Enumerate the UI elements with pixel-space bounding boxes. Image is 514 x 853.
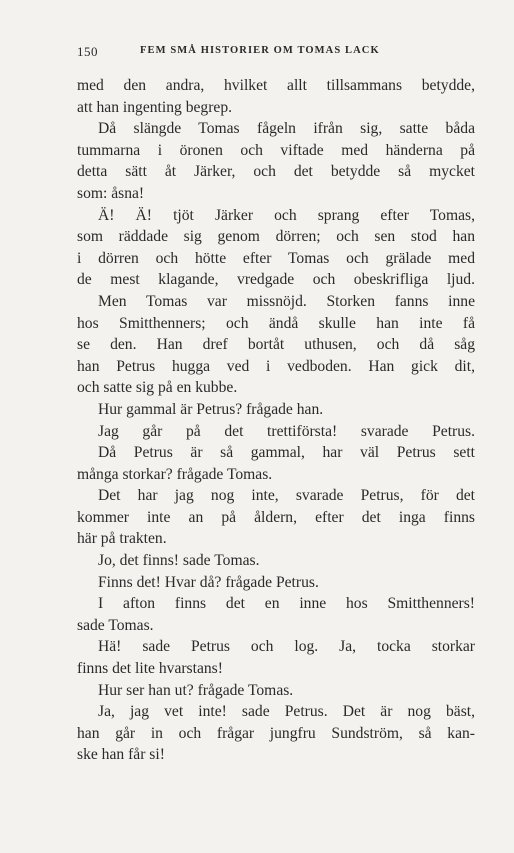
text-line: tummarna i öronen och viftade med händerna på [77, 141, 475, 159]
body-text [77, 75, 475, 766]
text-line: se den. Han dref bortåt uthusen, och då såg [77, 336, 475, 354]
running-title: FEM SMÅ HISTORIER OM TOMAS LACK [140, 45, 380, 56]
text-line: Finns det! Hvar då? frågade Petrus. [98, 573, 319, 591]
text-line: Jo, det finns! sade Tomas. [98, 552, 260, 570]
text-line: han går in och frågar jungfru Sundström, så kan- [77, 724, 475, 742]
text-line: Då Petrus är så gammal, har väl Petrus sett [98, 444, 475, 462]
text-line: Hä! sade Petrus och log. Ja, tocka storkar [98, 638, 475, 656]
page-header [77, 44, 477, 62]
text-line: Hur ser han ut? frågade Tomas. [98, 681, 294, 699]
text-line: kommer inte an på åldern, efter det inga finns [77, 508, 475, 526]
text-line: Men Tomas var missnöjd. Storken fanns inne [98, 292, 475, 310]
text-line: i dörren och hötte efter Tomas och grälade med [77, 249, 475, 267]
text-line: Ä! Ä! tjöt Järker och sprang efter Tomas, [98, 206, 475, 224]
text-line: som räddade sig genom dörren; och sen stod han [77, 228, 475, 246]
text-line: hos Smitthenners; och ändå skulle han inte få [77, 314, 475, 332]
text-line: med den andra, hvilket allt tillsammans betydde, [77, 77, 475, 94]
text-line: Det har jag nog inte, svarade Petrus, för det [98, 487, 475, 505]
text-line: han Petrus hugga ved i vedboden. Han gick dit, [77, 357, 475, 375]
text-line: ske han får si! [77, 746, 165, 764]
text-line: I afton finns det en inne hos Smitthenners! [98, 595, 475, 613]
text-line: att han ingenting begrep. [77, 98, 233, 116]
text-line: Då slängde Tomas fågeln ifrån sig, satte båda [98, 120, 475, 138]
text-line: sade Tomas. [77, 616, 154, 634]
text-line: många storkar? frågade Tomas. [77, 465, 273, 483]
text-line: detta sätt åt Järker, och det betydde så mycket [77, 163, 475, 181]
page-number: 150 [77, 44, 98, 59]
text-line: finns det lite hvarstans! [77, 660, 223, 678]
text-line: och satte sig på en kubbe. [77, 379, 238, 397]
text-line: Hur gammal är Petrus? frågade han. [98, 400, 324, 418]
text-line: Ja, jag vet inte! sade Petrus. Det är nog bäst, [98, 703, 475, 721]
text-line: som: åsna! [77, 184, 145, 202]
text-line: de mest klagande, vredgade och obeskrifliga ljud. [77, 271, 475, 289]
text-line: Jag går på det trettiförsta! svarade Petrus. [98, 422, 475, 440]
text-line: här på trakten. [77, 530, 167, 548]
